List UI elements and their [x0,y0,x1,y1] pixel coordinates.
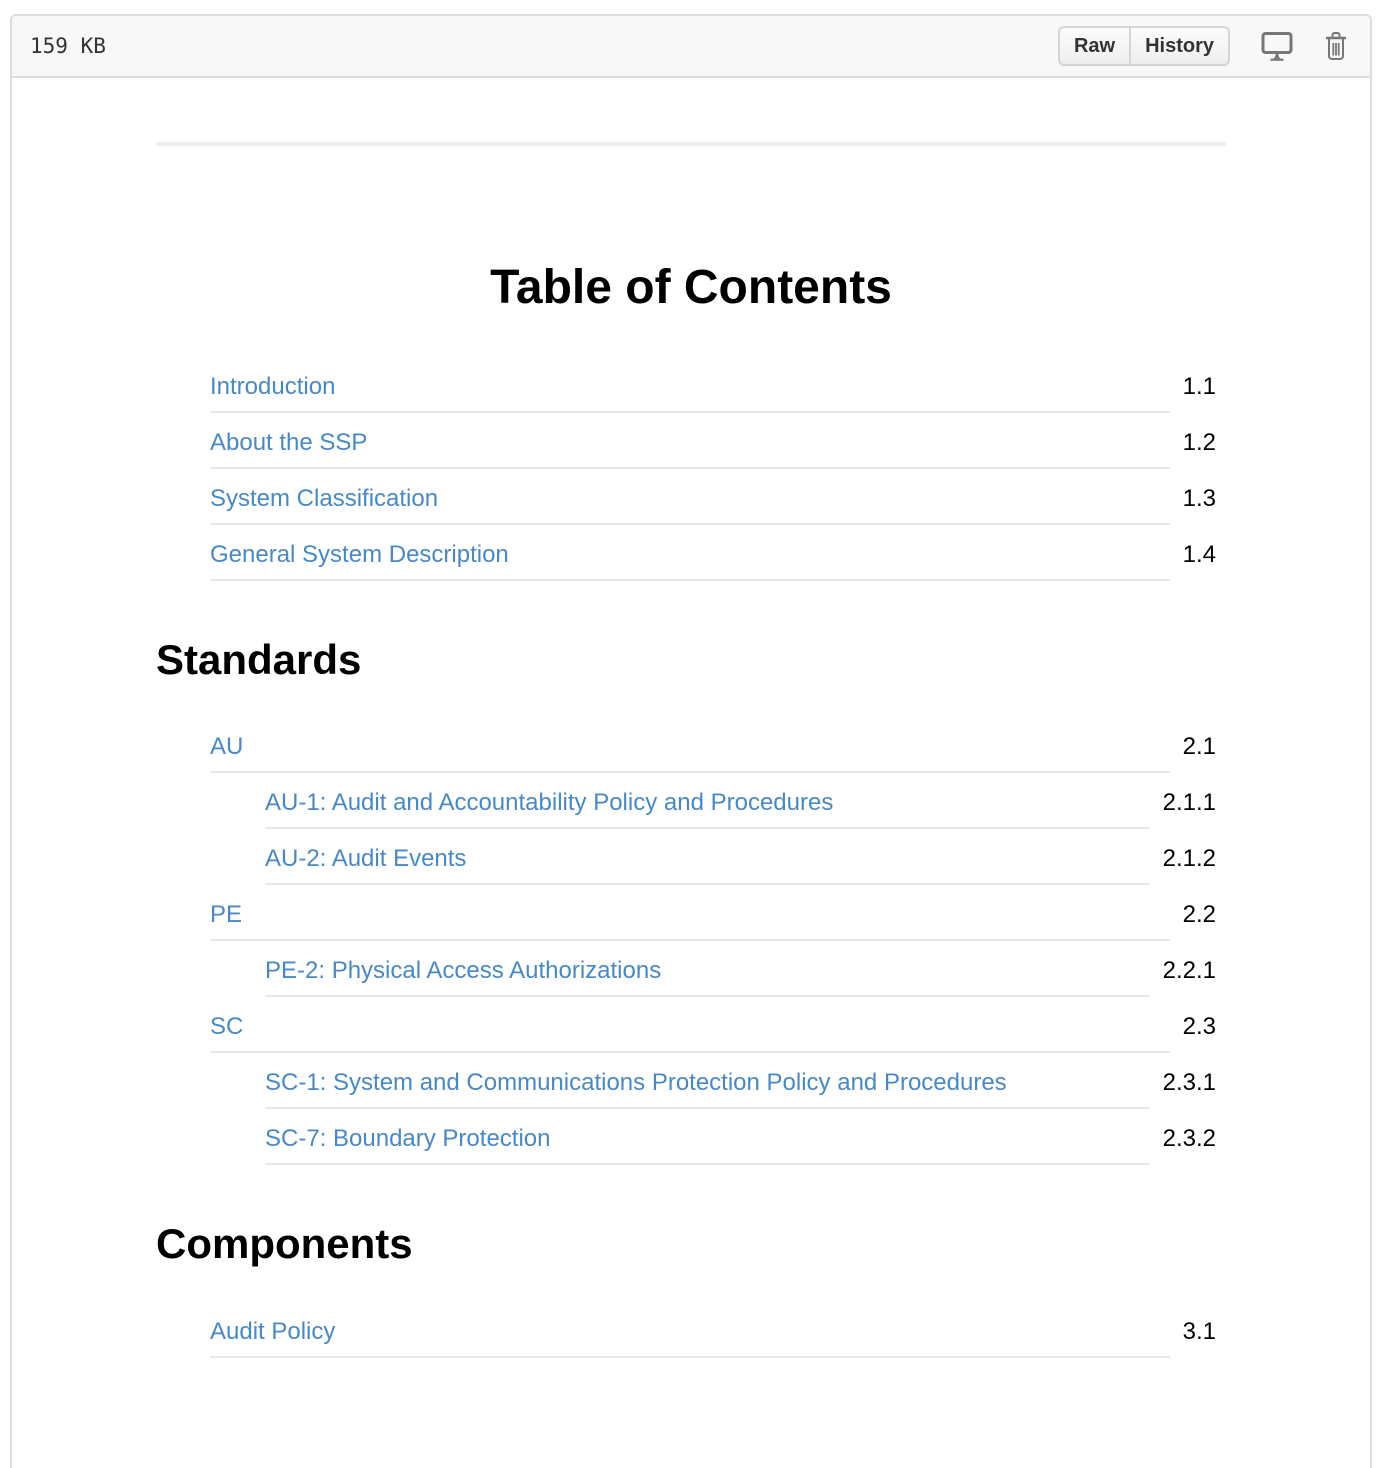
toc-section-number: 1.1 [1182,373,1216,401]
section-heading: Components [156,1220,413,1268]
file-header-bar [12,16,1370,78]
toc-row [265,1109,1226,1165]
toc-section-number: 1.4 [1182,541,1216,569]
toc-link[interactable]: PE-2: Physical Access Authorizations [265,956,1150,997]
trash-delete-icon [1324,31,1348,61]
toc-section-number: 2.2 [1182,901,1216,929]
delete-file-button[interactable] [1324,31,1348,61]
toc-row [265,941,1226,997]
toc-section-number: 2.1.2 [1162,845,1216,873]
toc-link[interactable]: PE [210,900,1170,941]
toc-link[interactable]: SC-7: Boundary Protection [265,1124,1150,1165]
toc-link[interactable]: SC [210,1012,1170,1053]
rendered-document [12,78,1370,1438]
toc-link[interactable]: General System Description [210,540,1170,581]
toc-row [210,357,1226,413]
toc-row [210,717,1226,773]
toc-section-number: 3.1 [1182,1317,1216,1345]
toc-link[interactable]: System Classification [210,484,1170,525]
toc-link[interactable]: AU [210,732,1170,773]
toc-link[interactable]: About the SSP [210,428,1170,469]
raw-button[interactable]: Raw [1058,26,1131,66]
toc-link[interactable]: AU-1: Audit and Accountability Policy and Procedures [265,788,1150,829]
toc-link[interactable]: SC-1: System and Communications Protection Policy and Procedures [265,1068,1150,1109]
toc-section [156,1221,1226,1357]
toc-row [210,997,1226,1053]
sections-container [156,357,1226,1357]
history-button[interactable]: History [1131,26,1230,66]
section-heading: Standards [156,636,362,684]
toc-row [210,413,1226,469]
header-actions [1058,26,1348,66]
toc-link[interactable]: AU-2: Audit Events [265,844,1150,885]
toc-title: Table of Contents [490,261,892,314]
toc-section-number: 1.2 [1182,429,1216,457]
toc-section [156,357,1226,581]
toc-link[interactable]: Introduction [210,372,1170,413]
toc-section [156,637,1226,1165]
toc-row [210,1302,1226,1358]
section-items [156,717,1226,1165]
toc-section-number: 2.3.2 [1162,1125,1216,1153]
file-card [10,14,1372,1468]
toc-row [265,829,1226,885]
toc-row [265,773,1226,829]
file-size-label: 159 KB [30,34,106,58]
toc-row [210,469,1226,525]
toc-section-number: 2.1 [1182,733,1216,761]
toc-section-number: 2.2.1 [1162,957,1216,985]
section-items [156,1302,1226,1358]
toc-row [265,1053,1226,1109]
horizontal-rule [156,142,1226,146]
section-items [156,357,1226,581]
toc-section-number: 2.3 [1182,1013,1216,1041]
raw-history-button-group [1058,26,1230,66]
open-on-desktop-button[interactable] [1260,31,1294,61]
toc-section-number: 1.3 [1182,485,1216,513]
desktop-display-icon [1260,31,1294,61]
toc-section-number: 2.3.1 [1162,1069,1216,1097]
toc-section-number: 2.1.1 [1162,789,1216,817]
toc-row [210,885,1226,941]
toc-row [210,525,1226,581]
toc-link[interactable]: Audit Policy [210,1317,1170,1358]
